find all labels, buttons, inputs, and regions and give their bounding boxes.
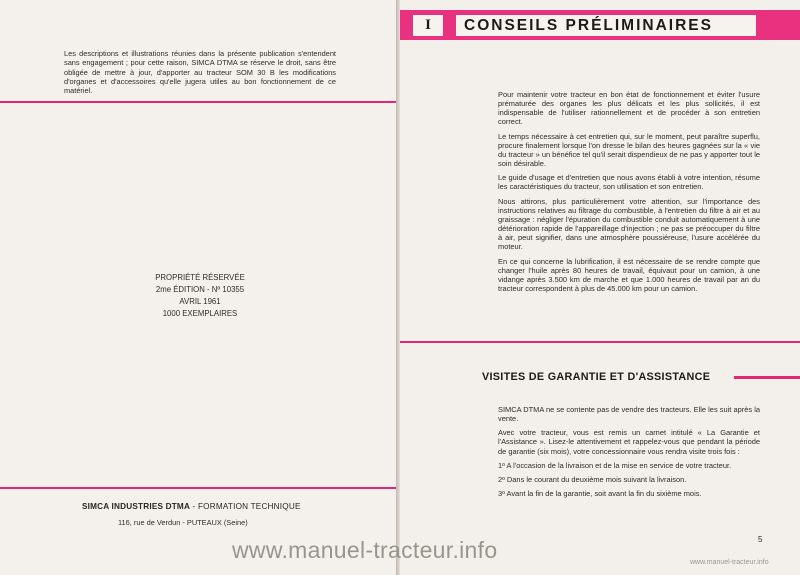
paragraph: Nous attirons, plus particulièrement votre attention, sur l'importance des instructions relatives au filtrage du combustible, à l'entretien du filtre à air et au graissage : négliger l'épuration du combustible conduit automatiquement à une détérioration rapide de l'appareillage d'injection ; ne pas se préoccuper du filtre à air, peut signifier, dans une atmosphère poussiéreuse, l'usure accélérée du moteur. xyxy=(498,196,760,252)
paragraph: Avec votre tracteur, vous est remis un carnet intitulé « La Garantie et l'Assistance ». Lisez-le attentivement et rappelez-vous que pendant la période de garantie (six mois), votre concessionnaire vous rendra visite trois fois : xyxy=(498,428,760,456)
watermark: www.manuel-tracteur.info xyxy=(232,537,498,563)
company-name: SIMCA INDUSTRIES DTMA xyxy=(82,502,191,511)
pink-divider-bottom xyxy=(0,487,396,489)
publication-date: AVRIL 1961 xyxy=(179,297,221,306)
warranty-body xyxy=(498,405,760,503)
company-address: 116, rue de Verdun - PUTEAUX (Seine) xyxy=(118,518,248,527)
watermark-small: www.manuel-tracteur.info xyxy=(690,559,769,566)
paragraph: Le temps nécessaire à cet entretien qui, sur le moment, peut paraître superflu, procure finalement lorsque l'on dresse le bilan des heures gagnées sur la « vie du tracteur » un bénéfice tel qu'il serait dispendieux de ne pas y apporter tout le soin désirable. xyxy=(498,131,760,169)
section-title-rule xyxy=(734,376,800,379)
paragraph: 2º Dans le courant du deuxième mois suivant la livraison. xyxy=(498,474,687,484)
pink-divider-top xyxy=(0,101,396,103)
paragraph: SIMCA DTMA ne se contente pas de vendre des tracteurs. Elle les suit après la vente. xyxy=(498,405,760,424)
paragraph: En ce qui concerne la lubrification, il est nécessaire de se rendre compte que changer l'huile après 80 heures de travail, équivaut pour un camion, à une vidange après 3.500 km de marche et que 1.000 heures de travail par an du tracteur correspondent à plus de 45.000 km pour un camion. xyxy=(498,256,760,293)
pink-divider-right xyxy=(400,341,800,343)
section-title: VISITES DE GARANTIE ET D'ASSISTANCE xyxy=(482,371,711,383)
chapter-number: I xyxy=(413,15,443,36)
disclaimer-text: Les descriptions et illustrations réunies dans la présente publication s'entendent sans engagement ; pour cette raison, SIMCA DTMA se réserve le droit, sans être obligée de mettre à jour, d'apporter au tracteur SOM 30 B les modifications d'organes et d'accessoires qu'elle jugera utiles au bon fonctionnement de ce matériel. xyxy=(64,49,336,96)
copies-count: 1000 EXEMPLAIRES xyxy=(162,309,238,318)
paragraph: 3º Avant la fin de la garantie, soit avant la fin du sixième mois. xyxy=(498,489,702,499)
preliminary-advice-body xyxy=(498,90,760,298)
rights-reserved: PROPRIÉTÉ RÉSERVÉE xyxy=(155,273,245,282)
publication-info xyxy=(120,272,280,320)
paragraph: 1º A l'occasion de la livraison et de la mise en service de votre tracteur. xyxy=(498,460,732,470)
company-line xyxy=(82,502,332,511)
page-number: 5 xyxy=(758,535,763,544)
paragraph: Pour maintenir votre tracteur en bon état de fonctionnement et éviter l'usure prématurée des organes les plus délicats et les plus sollicités, il est indispensable de l'utiliser rationnellement et de procéder à son entretien correct. xyxy=(498,90,760,127)
paragraph: Le guide d'usage et d'entretien que nous avons établi à votre intention, résume les caractéristiques du tracteur, son utilisation et son entretien. xyxy=(498,173,760,192)
chapter-title: CONSEILS PRÉLIMINAIRES xyxy=(456,15,756,36)
edition-number: 2me ÉDITION - Nº 10355 xyxy=(155,285,245,294)
company-department: - FORMATION TECHNIQUE xyxy=(192,502,301,511)
